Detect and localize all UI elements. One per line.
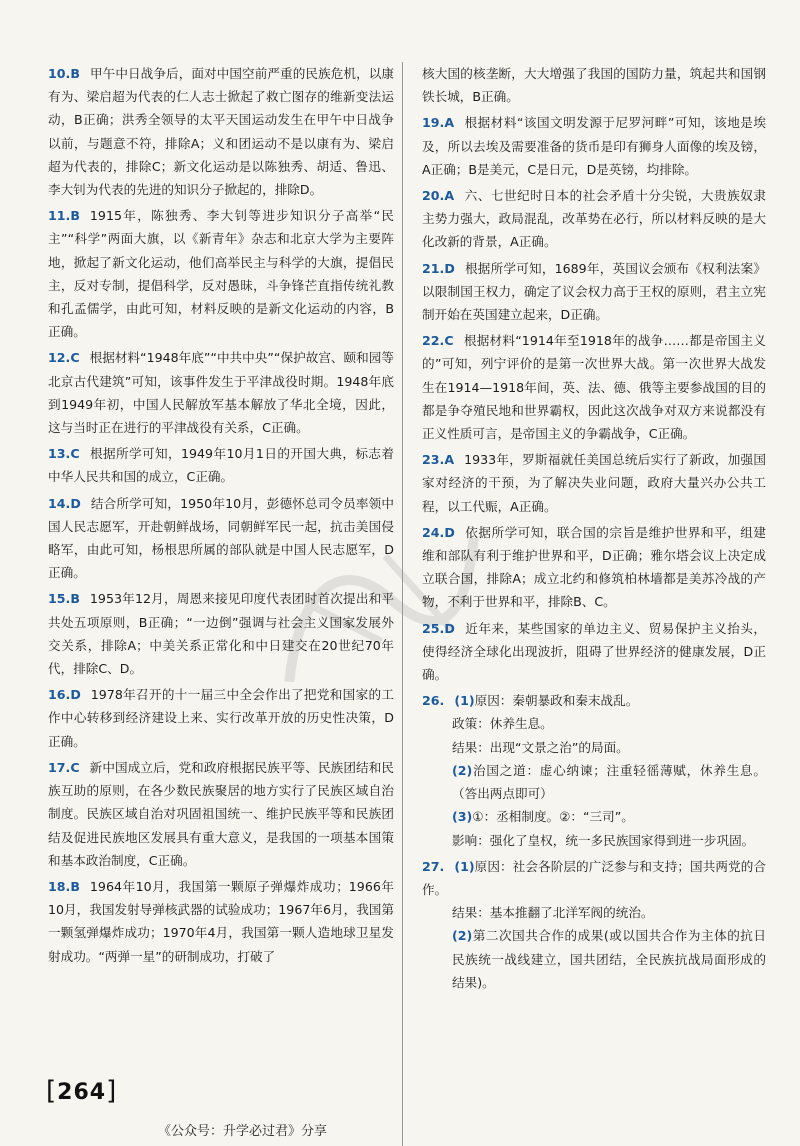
question-number: 11.B xyxy=(48,208,80,224)
answer-11 xyxy=(48,204,394,343)
question-number: 22.C xyxy=(422,333,454,349)
answer-18-continued: 核大国的核垄断，大大增强了我国的国防力量，筑起共和国钢铁长城，B正确。 xyxy=(422,66,766,105)
explanation-text: 结合所学可知，1950年10月，彭德怀总司令员率领中国人民志愿军，开赴朝鲜战场，同朝鲜军民一起，抗击美国侵略军，由此可知，杨根思所属的部队就是中国人民志愿军，D正确。 xyxy=(48,495,394,581)
answer-22 xyxy=(422,329,766,445)
answer-27 xyxy=(422,855,766,994)
explanation-text: 依据所学可知，联合国的宗旨是维护世界和平，组建维和部队有利于维护世界和平，D正确；雅尔塔会议上决定成立联合国，排除A；成立北约和修筑柏林墙都是美苏冷战的产物，不利于世界和平，排除B、C。 xyxy=(422,524,766,610)
question-number: 26. xyxy=(422,693,445,709)
question-number: 16.D xyxy=(48,687,81,703)
part-label: (3) xyxy=(452,809,473,825)
explanation-text: 1978年召开的十一届三中全会作出了把党和国家的工作中心转移到经济建设上来、实行改革开放的历史性决策，D正确。 xyxy=(48,687,394,749)
explanation-text: 政策：休养生息。 xyxy=(452,716,553,732)
answer-16 xyxy=(48,683,394,753)
explanation-text: 原因：秦朝暴政和秦末战乱。 xyxy=(474,693,639,709)
explanation-text: 结果：基本推翻了北洋军阀的统治。 xyxy=(452,905,654,921)
question-number: 21.D xyxy=(422,260,455,276)
question-number: 24.D xyxy=(422,524,455,540)
question-number: 10.B xyxy=(48,66,80,81)
answer-25 xyxy=(422,617,766,687)
explanation-text: 六、七世纪时日本的社会矛盾十分尖锐，大贵族奴隶主势力强大，政局混乱，改革势在必行，所以材料反映的是大化改新的背景，A正确。 xyxy=(422,188,766,250)
answer-13 xyxy=(48,442,394,488)
footer-credit: 《公众号：升学必过君》分享 xyxy=(158,1124,328,1139)
part-label: (2) xyxy=(452,762,473,778)
explanation-text: ①：丞相制度。②：“三司”。 xyxy=(472,809,634,825)
explanation-text: 第二次国共合作的成果(或以国共合作为主体的抗日民族统一战线建立，国共团结，全民族抗战局面形成的结果)。 xyxy=(452,928,766,990)
question-number: 17.C xyxy=(48,759,80,775)
answer-12 xyxy=(48,346,394,439)
question-number: 15.B xyxy=(48,591,80,607)
explanation-text: 甲午中日战争后，面对中国空前严重的民族危机，以康有为、梁启超为代表的仁人志士掀起了救亡图存的维新变法运动，B正确；洪秀全领导的太平天国运动发生在甲午中日战争以前，与题意不符，排除A；义和团运动不是以康有为、梁启超为代表的，排除C；新文化运动是以陈独秀、胡适、鲁迅、李大钊为代表的先进的知识分子掀起的，排除D。 xyxy=(48,66,394,198)
answer-17 xyxy=(48,756,394,872)
right-column xyxy=(422,62,766,1146)
explanation-text: 根据材料“1948年底”“中共中央”“保护故宫、颐和园等北京古代建筑”可知，该事件发生于平津战役时期。1948年底到1949年初，中国人民解放军基本解放了华北全境，因此，这与当时正在进行的平津战役有关系，C正确。 xyxy=(48,350,394,436)
question-number: 18.B xyxy=(48,878,80,894)
question-number: 23.A xyxy=(422,452,455,468)
explanation-text: 1953年12月，周恩来接见印度代表团时首次提出和平共处五项原则，B正确；“一边倒”强调与社会主义国家发展外交关系，排除A；中美关系正常化和中日建交在20世纪70年代，排除C、D。 xyxy=(48,591,394,677)
part-label: (2) xyxy=(452,928,473,944)
explanation-text: 根据所学可知，1689年，英国议会颁布《权利法案》以限制国王权力，确定了议会权力高于王权的原则，君主立宪制开始在英国建立起来，D正确。 xyxy=(422,260,766,323)
explanation-text: 1933年，罗斯福就任美国总统后实行了新政，加强国家对经济的干预，为了解决失业问题，政府大量兴办公共工程，以工代赈，A正确。 xyxy=(422,452,766,514)
answer-21 xyxy=(422,257,766,327)
answer-20 xyxy=(422,184,766,254)
question-number: 19.A xyxy=(422,115,455,131)
question-number: 12.C xyxy=(48,350,80,366)
answer-14 xyxy=(48,492,394,585)
explanation-text: 新中国成立后，党和政府根据民族平等、民族团结和民族互助的原则，在各少数民族聚居的地方实行了民族区域自治制度。民族区域自治对巩固祖国统一、维护民族平等和民族团结及促进民族地区发展具有重大意义，是我国的一项基本国策和基本政治制度，C正确。 xyxy=(48,759,394,868)
answer-19 xyxy=(422,111,766,181)
explanation-text: 影响：强化了皇权，统一多民族国家得到进一步巩固。 xyxy=(452,832,755,848)
explanation-text: 近年来，某些国家的单边主义、贸易保护主义抬头，使得经济全球化出现波折，阻碍了世界经济的健康发展，D正确。 xyxy=(422,620,766,683)
answer-18 xyxy=(48,875,394,968)
question-number: 27. xyxy=(422,858,445,874)
question-number: 13.C xyxy=(48,446,80,462)
explanation-text: 原因：社会各阶层的广泛参与和支持；国共两党的合作。 xyxy=(422,858,766,897)
part-label: (1) xyxy=(454,693,475,709)
question-number: 14.D xyxy=(48,495,81,511)
left-column xyxy=(48,62,403,1146)
explanation-text: 1915年，陈独秀、李大钊等进步知识分子高举“民主”“科学”两面大旗，以《新青年》杂志和北京大学为主要阵地，掀起了新文化运动，他们高举民主与科学的大旗，提倡民主，反对专制，提倡科学，反对愚昧，斗争锋芒直指传统礼教和孔孟儒学，由此可知，材料反映的是新文化运动的内容，B正确。 xyxy=(48,208,394,340)
answer-24 xyxy=(422,521,766,614)
explanation-text: 根据所学可知，1949年10月1日的开国大典，标志着中华人民共和国的成立，C正确。 xyxy=(48,446,394,485)
page-number: [264] xyxy=(46,1076,118,1106)
explanation-text: 结果：出现“文景之治”的局面。 xyxy=(452,739,629,755)
question-number: 20.A xyxy=(422,188,455,204)
explanation-text: 1964年10月，我国第一颗原子弹爆炸成功；1966年10月，我国发射导弹核武器的试验成功；1967年6月，我国第一颗氢弹爆炸成功；1970年4月，我国第一颗人造地球卫星发射成功。“两弹一星”的研制成功，打破了 xyxy=(48,878,394,964)
explanation-text: 根据材料“该国文明发源于尼罗河畔”可知，该地是埃及，所以去埃及需要准备的货币是印有狮身人面像的埃及镑，A正确；B是美元，C是日元，D是英镑，均排除。 xyxy=(422,115,766,177)
answer-23 xyxy=(422,448,766,518)
part-label: (1) xyxy=(454,858,475,874)
question-number: 25.D xyxy=(422,620,455,636)
explanation-text: 根据材料“1914年至1918年的战争……都是帝国主义的”可知，列宁评价的是第一次世界大战。第一次世界大战发生在1914—1918年间，英、法、德、俄等主要参战国的目的都是争夺殖民地和世界霸权，因此这次战争对双方来说都没有正义性质可言，是帝国主义的争霸战争，C正确。 xyxy=(422,333,766,442)
answer-26 xyxy=(422,689,766,851)
answer-10 xyxy=(48,62,394,201)
explanation-text: 治国之道：虚心纳谏；注重轻徭薄赋，休养生息。（答出两点即可） xyxy=(452,762,766,802)
answer-15 xyxy=(48,587,394,680)
